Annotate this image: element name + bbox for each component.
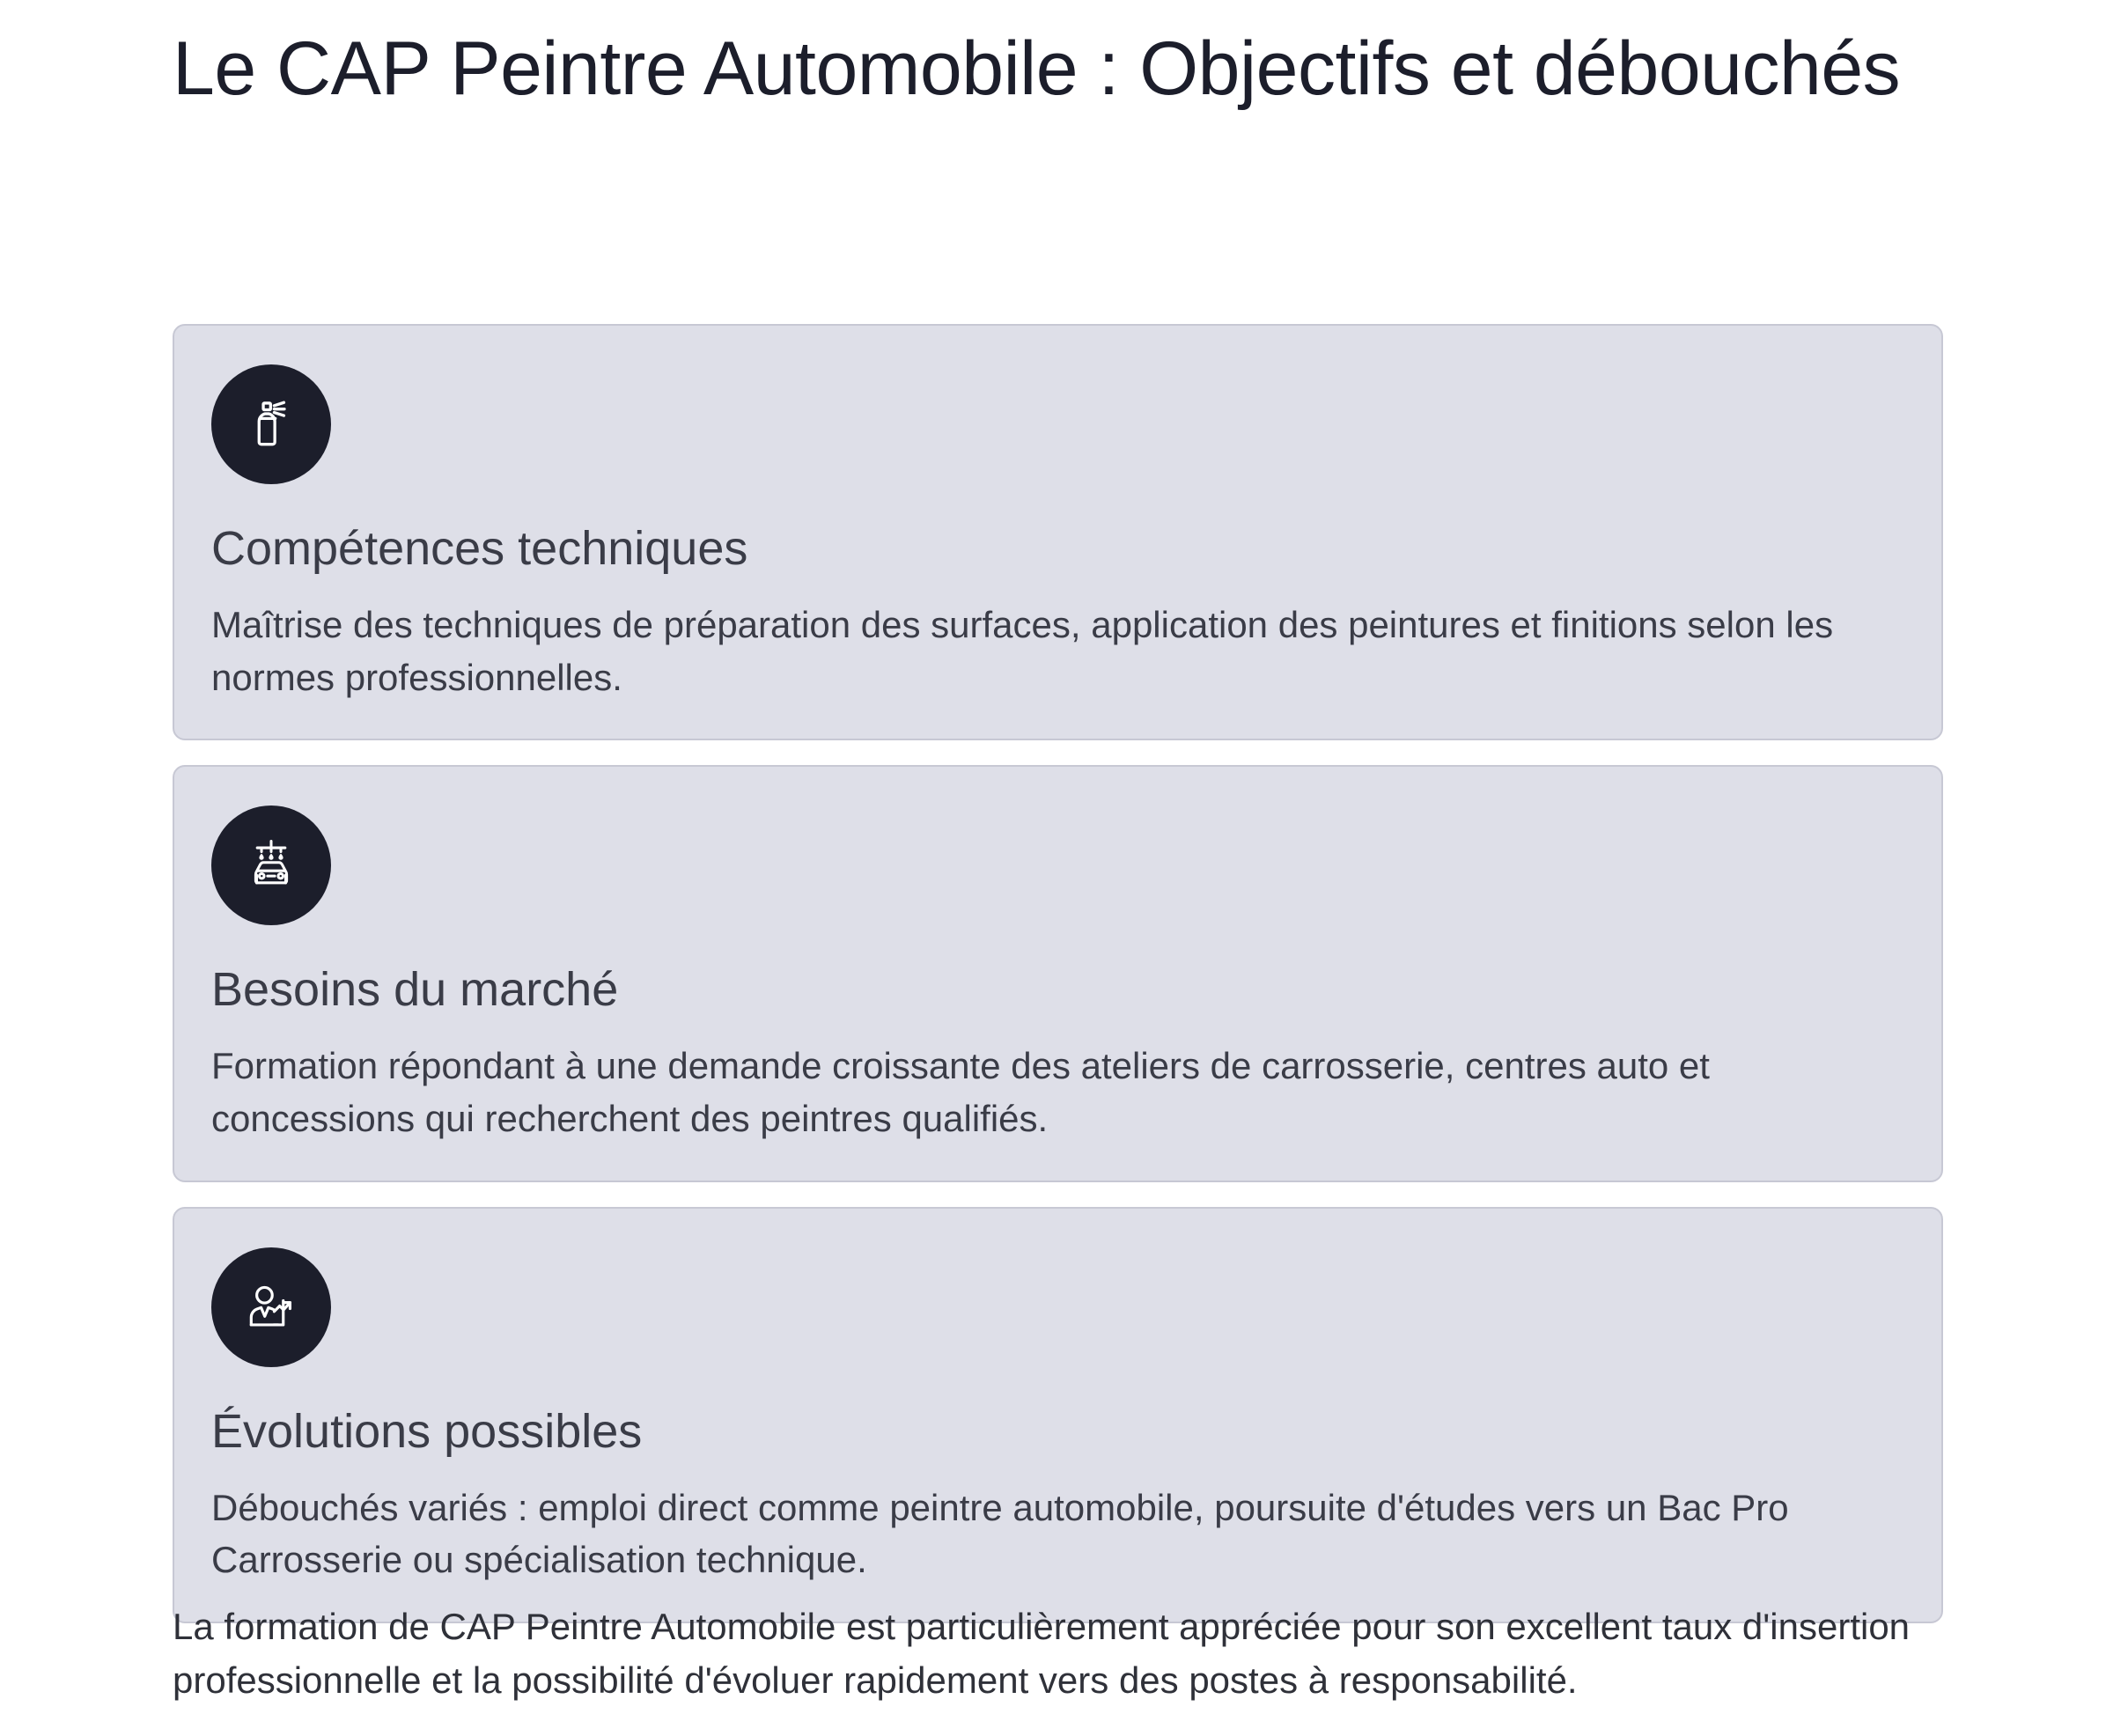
spray-can-icon <box>211 364 331 484</box>
feature-card-description: Débouchés variés : emploi direct comme peintre automobile, poursuite d'études vers un Bac Pro Carrosserie ou spécialisation technique. <box>211 1486 1789 1581</box>
page-title: Le CAP Peintre Automobile : Objectifs et débouchés <box>173 26 1901 111</box>
feature-card-title: Évolutions possibles <box>211 1404 643 1458</box>
feature-card-list <box>173 324 1943 1623</box>
feature-card-description: Formation répondant à une demande croissante des ateliers de carrosserie, centres auto et concessions qui recherchent des peintres qualifiés. <box>211 1045 1710 1140</box>
car-wash-icon <box>211 805 331 925</box>
feature-card-title: Besoins du marché <box>211 963 619 1017</box>
feature-card-evolutions-possibles <box>173 1207 1943 1623</box>
feature-card-description: Maîtrise des techniques de préparation des surfaces, application des peintures et finitions selon les normes professionnelles. <box>211 604 1834 698</box>
feature-card-besoins-du-marche <box>173 765 1943 1181</box>
feature-card-title: Compétences techniques <box>211 522 748 575</box>
feature-card-competences-techniques <box>173 324 1943 740</box>
career-growth-icon <box>211 1247 331 1367</box>
footer-note: La formation de CAP Peintre Automobile est particulièrement appréciée pour son excellent taux d'insertion professionnelle et la possibilité d'évoluer rapidement vers des postes à responsabilité. <box>173 1606 1911 1701</box>
